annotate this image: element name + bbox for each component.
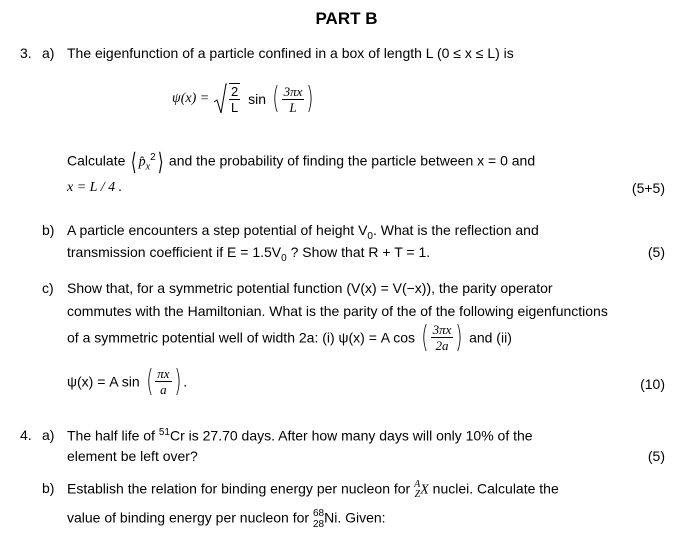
q4a-line1: The half life of $^{51}$Cr is 27.70 days. After how many days will only 10% of the [67, 427, 533, 444]
q3a-calculate: Calculate ⟨ $p̂_x^2⟩$ and the probability of finding the particle between x = 0 and [67, 148, 536, 176]
q4b-label: b) [42, 480, 55, 496]
q3b-line1: A particle encounters a step potential of height $V_0$. What is the reflection and [67, 222, 539, 242]
sin-arg-den: L [289, 99, 297, 115]
q3b-marks: (5) [647, 244, 665, 260]
q3a-line3: x = L / 4 . [67, 180, 123, 195]
radical-sign [213, 82, 227, 116]
q4a-marks: (5) [647, 448, 665, 464]
sin-fn: sin [248, 91, 266, 107]
q3a-line1: The eigenfunction of a particle confined in a box of length L (0 ≤ x ≤ L) is [67, 45, 514, 61]
cos-arg-num: 3πx [432, 322, 452, 337]
q3b-line2: transmission coefficient if $E = 1.5V_0$ ? Show that R + T = 1. [67, 244, 431, 264]
q3c-line2: commutes with the Hamiltonian. What is the parity of the of the following eigenfunctions [67, 303, 608, 319]
psi-lhs: ψ(x) = [172, 91, 210, 106]
q4-number: 4. [20, 427, 32, 443]
q4a-line2: element be left over? [67, 448, 198, 464]
sin-arg-num: 3πx [283, 83, 303, 99]
q3c-label: c) [42, 280, 54, 296]
q3a-wavefunction: ψ(x) = $\frac{2}{L}$ sin ( $\frac{3\pi x}{L}$ ) [172, 81, 314, 116]
q3a-label: a) [42, 45, 55, 61]
part-title: PART B [315, 9, 378, 28]
q4b-line1: Establish the relation for binding energy per nucleon for A Z X nuclei. Calculate the [67, 479, 559, 500]
sin2-arg-den: a [160, 382, 167, 397]
q4b-line2: value of binding energy per nucleon for 68 28 Ni. Given: [67, 508, 386, 530]
q4a-label: a) [42, 427, 55, 443]
q3c-marks: (10) [640, 376, 665, 392]
q3c-line1: Show that, for a symmetric potential function (V(x) = V(−x)), the parity operator [67, 280, 553, 296]
sqrt-symbol [213, 82, 240, 116]
sqrt-denominator: L [230, 100, 239, 115]
cos-arg-den: 2a [435, 338, 449, 353]
q3-number: 3. [20, 45, 32, 61]
q3a-marks: (5+5) [631, 180, 665, 196]
q3b-label: b) [42, 222, 55, 238]
q3c-line4: ψ(x) = A sin ( $\frac{\pi x}{a}$ ) . [67, 363, 188, 399]
sin2-arg-num: πx [157, 366, 170, 381]
q3c-line3: of a symmetric potential well of width 2a: (i) ψ(x) = A cos ( $\frac{3\pi x}{2a}$ ) and (ii) [67, 319, 512, 355]
sqrt-numerator: 2 [230, 84, 239, 99]
